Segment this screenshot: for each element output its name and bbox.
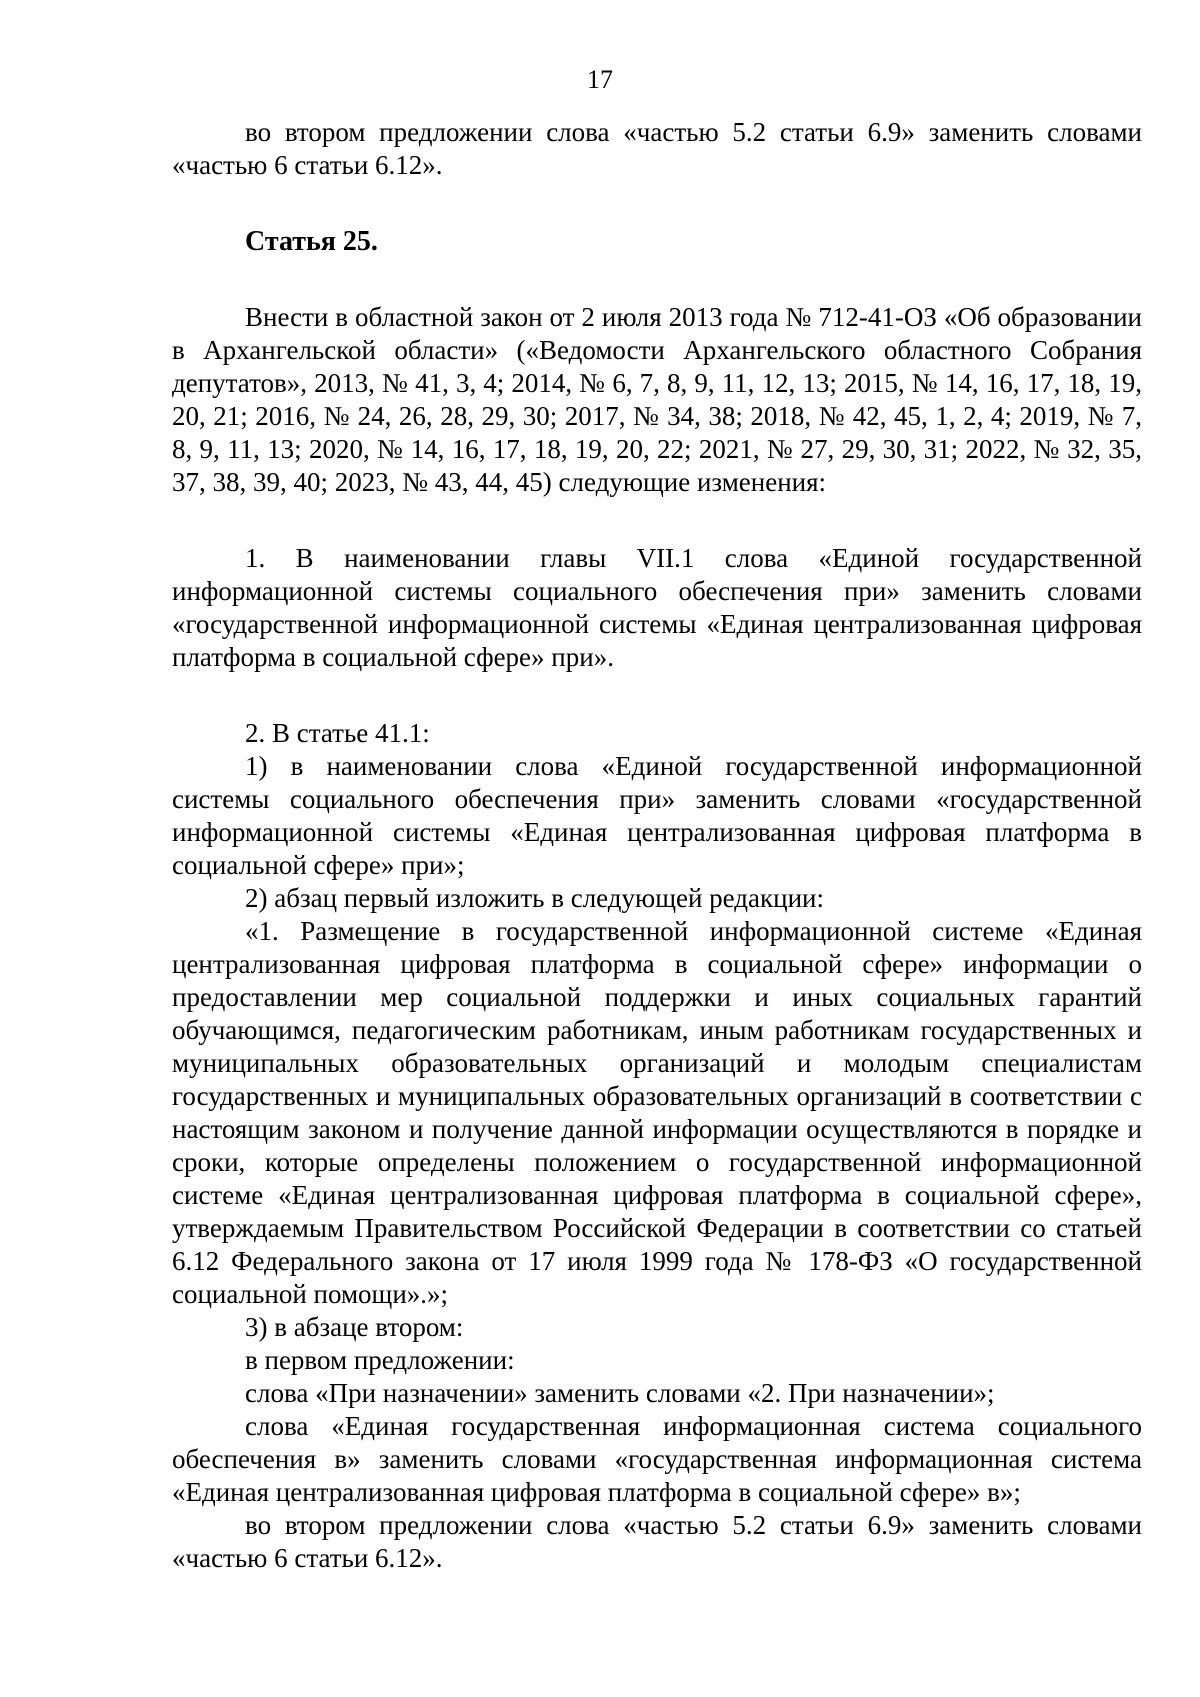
paragraph-amend-law: Внести в областной закон от 2 июля 2013 года № 712-41-ОЗ «Об образовании в Архангельской области» («Ведомости Архангельского областного Собрания депутатов», 2013, № 41, 3, 4; 2014, № 6, 7, 8, 9, 11, 12, 13; 2015, № 14, 16, 17, 18, 19, 20, 21; 2016, № 24, 26, 28, 29, 30; 2017, № 34, 38; 2018, № 42, 45, 1, 2, 4; 2019, № 7, 8, 9, 11, 13; 2020, № 14, 16, 17, 18, 19, 20, 22; 2021, № 27, 29, 30, 31; 2022, № 32, 35, 37, 38, 39, 40; 2023, № 43, 44, 45) следующие изменения: bbox=[172, 302, 1142, 497]
paragraph-subitem-2: 2) абзац первый изложить в следующей редакции: bbox=[245, 883, 824, 913]
spacer bbox=[172, 674, 1142, 717]
paragraph-second-sentence: во втором предложении слова «частью 5.2 статьи 6.9» заменить словами «частью 6 статьи 6.12». bbox=[172, 1510, 1142, 1573]
paragraph-replace-words-2: слова «Единая государственная информационная система социального обеспечения в» заменить словами «государственная информационная система «Единая централизованная цифровая платформа в социальной сфере» в»; bbox=[172, 1411, 1142, 1507]
paragraph-item-1: 1. В наименовании главы VII.1 слова «Единой государственной информационной системы социального обеспечения при» заменить словами «государственной информационной системы «Единая централизованная цифровая платформа в социальной сфере» при». bbox=[172, 543, 1142, 672]
paragraph-replace-clause-intro: во втором предложении слова «частью 5.2 статьи 6.9» заменить словами «частью 6 статьи 6.12». bbox=[172, 117, 1142, 180]
paragraph-replace-words-1: слова «При назначении» заменить словами «2. При назначении»; bbox=[245, 1378, 995, 1408]
paragraph-first-sentence: в первом предложении: bbox=[245, 1345, 515, 1375]
spacer bbox=[172, 182, 1142, 225]
paragraph-new-wording: «1. Размещение в государственной информационной системе «Единая централизованная цифровая платформа в социальной сфере» информации о предоставлении мер социальной поддержки и иных социальных гарантий обучающимся, педагогическим работникам, иным работникам государственных и муниципальных образовательных организаций и молодым специалистам государственных и муниципальных образовательных организаций в соответствии с настоящим законом и получение данной информации осуществляются в порядке и сроки, которые определены положением о государственной информационной системе «Единая централизованная цифровая платформа в социальной сфере», утверждаемым Правительством Российской Федерации в соответствии со статьей 6.12 Федерального закона от 17 июля 1999 года № 178-ФЗ «О государственной социальной помощи».»; bbox=[172, 916, 1142, 1309]
paragraph-subitem-1: 1) в наименовании слова «Единой государственной информационной системы социального обеспечения при» заменить словами «государственной информационной системы «Единая централизованная цифровая платформа в социальной сфере» при»; bbox=[172, 751, 1142, 880]
paragraph-subitem-3: 3) в абзаце втором: bbox=[245, 1312, 464, 1342]
page-number: 17 bbox=[587, 65, 613, 94]
paragraph-item-2: 2. В статье 41.1: bbox=[245, 718, 430, 748]
spacer bbox=[172, 499, 1142, 542]
article-heading: Статья 25. bbox=[245, 226, 378, 257]
spacer bbox=[172, 258, 1142, 301]
document-body bbox=[172, 116, 1142, 1575]
